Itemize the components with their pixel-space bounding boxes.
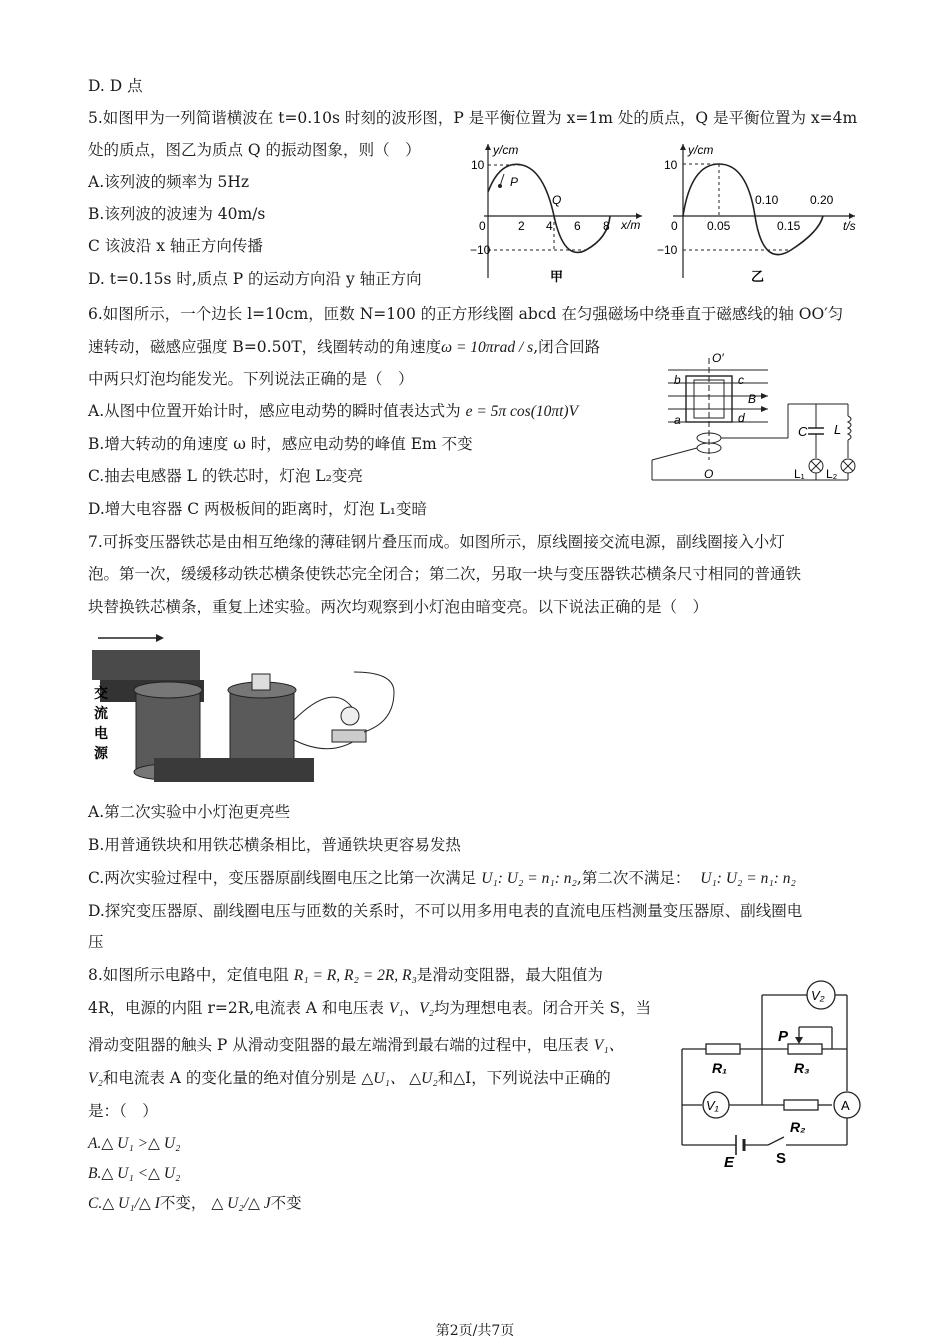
r3-label: R₃ <box>794 1060 810 1076</box>
q8-stem-1a: 8.如图所示电路中，定值电阻 <box>88 966 289 984</box>
yi-x-label: t/s <box>843 219 856 233</box>
jia-y-min: −10 <box>470 243 491 257</box>
l1-label: L₁ <box>794 467 805 481</box>
ratio-1: C.△ U₁/△ I <box>88 1195 160 1212</box>
point-q-label: Q <box>552 193 562 207</box>
q6-option-b: B.增大转动的角速度 ω 时，感应电动势的峰值 Em 不变 <box>88 435 473 453</box>
jia-y-label: y/cm <box>493 143 519 157</box>
q7-option-c-text2: ,第二次不满足： <box>576 869 691 887</box>
q6-option-a-text: A.从图中位置开始计时，感应电动势的瞬时值表达式为 <box>88 402 461 420</box>
q7-option-d-2: 压 <box>88 933 104 951</box>
yi-y-min: −10 <box>657 243 678 257</box>
a-label: a <box>674 413 681 427</box>
page-footer: 第2页/共7页 <box>435 1323 515 1339</box>
q8-stem <box>88 965 603 986</box>
q6-option-a <box>88 401 578 422</box>
q7-option-b: B.用普通铁块和用铁芯横条相比，普通铁块更容易发热 <box>88 836 461 854</box>
q6-stem: 6.如图所示，一个边长 l=10cm，匝数 N=100 的正方形线圈 abcd 在匀强磁场中绕垂直于磁感线的轴 OO′匀 <box>88 305 844 323</box>
jia-origin: 0 <box>479 219 486 233</box>
voltage-ratio-1: U₁: U₂ = n₁: n₂ <box>481 870 577 887</box>
yi-tick: 0.10 <box>755 193 779 207</box>
jia-x-label: x/m <box>621 218 641 232</box>
q8-option-c-text: 不变， <box>159 1194 207 1212</box>
voltmeters: V₁、V₂ <box>388 1000 435 1017</box>
c-label: c <box>738 373 744 387</box>
v1-meter-label: V₁ <box>706 1098 719 1113</box>
q5-stem-2: 处的质点，图乙为质点 Q 的振动图象，则（ ） <box>88 141 421 159</box>
delta-u: △U₁、 △U₂ <box>361 1070 438 1087</box>
inductor-label: L <box>834 422 842 437</box>
q8-option-c-text2: 不变 <box>270 1194 302 1212</box>
switch-label: S <box>776 1150 787 1167</box>
q7-option-c-text1: C.两次实验过程中，变压器原副线圈电压之比第一次满足 <box>88 869 477 887</box>
capacitor-label: C <box>798 424 808 439</box>
q8-stem-2b: 均为理想电表。闭合开关 S，当 <box>434 999 652 1017</box>
yi-tick: 0.20 <box>810 193 834 207</box>
ammeter-label: A <box>841 1098 850 1113</box>
b-field-label: B <box>748 392 757 406</box>
q8-stem-4b: 和△I，下列说法中正确的 <box>437 1069 611 1087</box>
yi-origin: 0 <box>671 219 678 233</box>
vibration-graph-yi <box>655 138 865 288</box>
q8-stem-4 <box>88 1068 611 1089</box>
jia-tick: 2 <box>518 219 525 233</box>
jia-y-max: 10 <box>471 158 485 172</box>
d-label: d <box>738 411 745 425</box>
resistor-values: R₁ = R, R₂ = 2R, R₃ <box>293 967 417 984</box>
q5-option-d: D. t=0.15s 时,质点 P 的运动方向沿 y 轴正方向 <box>88 270 422 288</box>
q6-stem-3: 中两只灯泡均能发光。下列说法正确的是（ ） <box>88 370 414 388</box>
q6-option-c: C.抽去电感器 L 的铁芯时，灯泡 L₂变亮 <box>88 467 363 485</box>
yi-caption: 乙 <box>751 269 765 284</box>
yi-tick: 0.05 <box>707 219 731 233</box>
q7-option-d: D.探究变压器原、副线圈电压与匝数的关系时，不可以用多用电表的直流电压档测量变压器原、副线圈电 <box>88 902 803 920</box>
yi-y-label: y/cm <box>688 143 714 157</box>
jia-tick: 8 <box>603 219 610 233</box>
q6-stem-2b: ,闭合回路 <box>533 338 601 356</box>
l2-label: L₂ <box>826 467 838 481</box>
ac-source-label: 源 <box>94 745 108 761</box>
q7-option-a: A.第二次实验中小灯泡更亮些 <box>88 803 291 821</box>
q7-stem-2: 泡。第一次，缓缓移动铁芯横条使铁芯完全闭合；第二次，另取一块与变压器铁芯横条尺寸相同的普通铁 <box>88 565 802 583</box>
yi-tick: 0.15 <box>777 219 801 233</box>
q7-option-c <box>88 868 796 889</box>
b-label: b <box>674 373 681 387</box>
v2-meter-label: V₂ <box>811 988 825 1003</box>
q8-option-a: A.△ U₁ >△ U₂ <box>88 1135 181 1152</box>
ac-source-label: 交 <box>94 685 108 701</box>
q8-stem-5: 是：（ ） <box>88 1102 158 1120</box>
r1-label: R₁ <box>712 1060 728 1076</box>
jia-tick: 4 <box>546 219 553 233</box>
ratio-2: △ U₂/△ J <box>211 1195 271 1212</box>
q6-stem-2a: 速转动，磁感应强度 B=0.50T，线圈转动的角速度 <box>88 338 442 356</box>
q8-option-c <box>88 1193 302 1214</box>
q8-stem-2 <box>88 998 651 1019</box>
yi-y-max: 10 <box>664 158 678 172</box>
q8-stem-2a: 4R，电源的内阻 r=2R,电流表 A 和电压表 <box>88 999 384 1017</box>
q8-stem-1b: 是滑动变阻器，最大阻值为 <box>416 966 603 984</box>
ac-source-label: 电 <box>94 725 108 741</box>
q5-option-a: A.该列波的频率为 5Hz <box>88 173 250 191</box>
voltmeter-v2: V₂ <box>88 1070 103 1087</box>
point-p-label: P <box>510 175 519 189</box>
o-top-label: O′ <box>712 351 724 365</box>
coil-circuit-diagram <box>648 350 868 490</box>
q6-stem-2 <box>88 337 600 358</box>
q5-option-c: C 该波沿 x 轴正方向传播 <box>88 237 263 255</box>
q6-option-d: D.增大电容器 C 两极板间的距离时，灯泡 L₁变暗 <box>88 500 427 518</box>
emf-label: E <box>724 1154 735 1170</box>
q8-stem-3 <box>88 1035 624 1056</box>
voltmeter-v1: V₁、 <box>593 1037 625 1054</box>
transformer-photo <box>88 630 408 790</box>
r2-label: R₂ <box>790 1119 806 1135</box>
jia-tick: 6 <box>574 219 581 233</box>
omega-expression: ω = 10πrad / s <box>441 339 534 356</box>
q8-stem-4a: 和电流表 A 的变化量的绝对值分别是 <box>102 1069 357 1087</box>
ac-source-label: 流 <box>94 705 108 721</box>
q8-stem-3a: 滑动变阻器的触头 P 从滑动变阻器的最左端滑到最右端的过程中，电压表 <box>88 1036 589 1054</box>
slider-p-label: P <box>778 1028 789 1045</box>
circuit-diagram <box>672 975 867 1170</box>
q5-option-b: B.该列波的波速为 40m/s <box>88 205 266 223</box>
q8-option-b: B.△ U₁ <△ U₂ <box>88 1165 181 1182</box>
q7-stem: 7.可拆变压器铁芯是由相互绝缘的薄硅钢片叠压而成。如图所示，原线圈接交流电源，副线圈接入小灯 <box>88 533 785 551</box>
q4-option-d: D. D 点 <box>88 77 143 95</box>
voltage-ratio-2: U₁: U₂ = n₁: n₂ <box>700 870 796 887</box>
o-bottom-label: O <box>704 467 714 481</box>
emf-expression: e = 5π cos(10πt)V <box>465 403 579 420</box>
wave-graph-jia <box>470 138 650 288</box>
q5-stem: 5.如图甲为一列简谐横波在 t=0.10s 时刻的波形图，P 是平衡位置为 x=1m 处的质点，Q 是平衡位置为 x=4m <box>88 109 858 127</box>
q7-stem-3: 块替换铁芯横条，重复上述实验。两次均观察到小灯泡由暗变亮。以下说法正确的是（ ） <box>88 598 709 616</box>
jia-caption: 甲 <box>550 269 564 284</box>
